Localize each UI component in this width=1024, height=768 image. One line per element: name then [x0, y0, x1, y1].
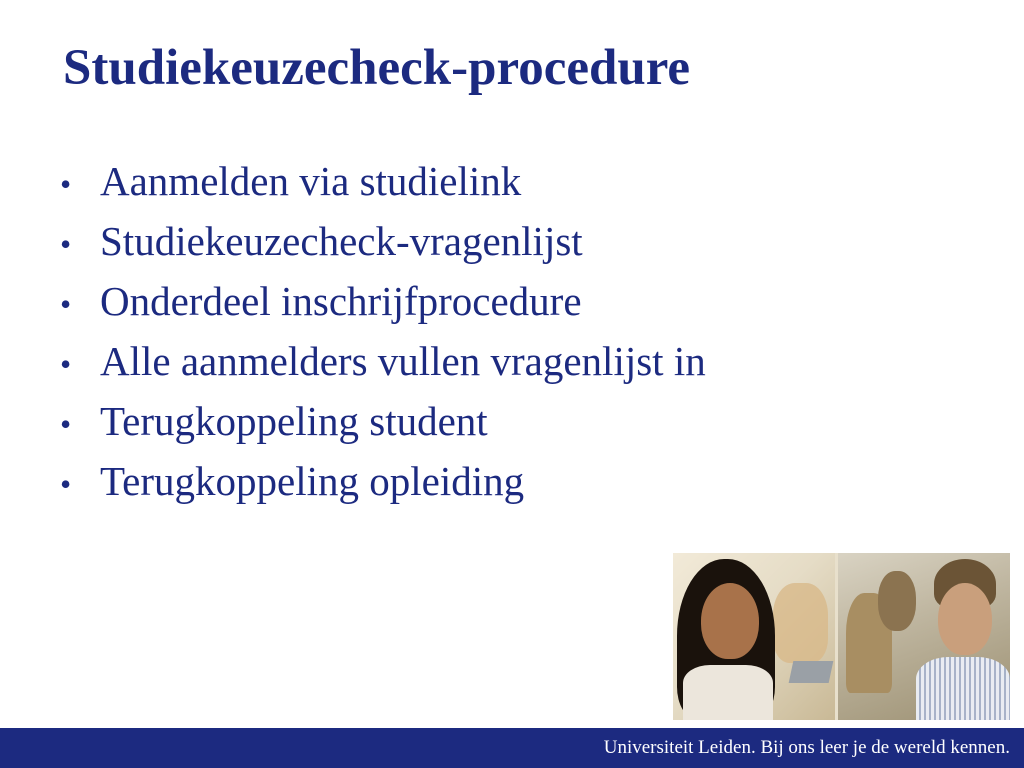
bullet-text: Terugkoppeling opleiding: [100, 458, 525, 504]
bullet-icon: •: [60, 286, 72, 322]
bullet-icon: •: [60, 406, 72, 442]
statue-head-shape: [878, 571, 916, 631]
bullet-list: [60, 151, 706, 511]
striped-shirt-shape: [916, 657, 1010, 720]
bullet-item: [60, 211, 706, 271]
shirt-shape: [683, 665, 773, 720]
bullet-text: Aanmelden via studielink: [100, 158, 522, 204]
background-student-figure: [773, 583, 828, 663]
bullet-icon: •: [60, 346, 72, 382]
bullet-icon: •: [60, 466, 72, 502]
bullet-icon: •: [60, 226, 72, 262]
bullet-text: Onderdeel inschrijfprocedure: [100, 278, 582, 324]
photo-student-woman: [673, 553, 835, 720]
bullet-icon: •: [60, 166, 72, 202]
face-shape: [938, 583, 992, 655]
photo-student-man-museum: [838, 553, 1010, 720]
bullet-item: [60, 391, 706, 451]
bullet-text: Alle aanmelders vullen vragenlijst in: [100, 338, 706, 384]
footer-bar: [0, 728, 1024, 768]
bullet-item: [60, 271, 706, 331]
footer-tagline: Universiteit Leiden. Bij ons leer je de wereld kennen.: [603, 737, 1010, 758]
bullet-text: Terugkoppeling student: [100, 398, 488, 444]
bullet-item: [60, 451, 706, 511]
bullet-item: [60, 151, 706, 211]
bullet-item: [60, 331, 706, 391]
slide-title: Studiekeuzecheck-procedure: [63, 40, 691, 96]
bullet-text: Studiekeuzecheck-vragenlijst: [100, 218, 583, 264]
photo-collage: [673, 553, 1010, 720]
face-shape: [701, 583, 759, 659]
laptop-shape: [789, 661, 834, 683]
